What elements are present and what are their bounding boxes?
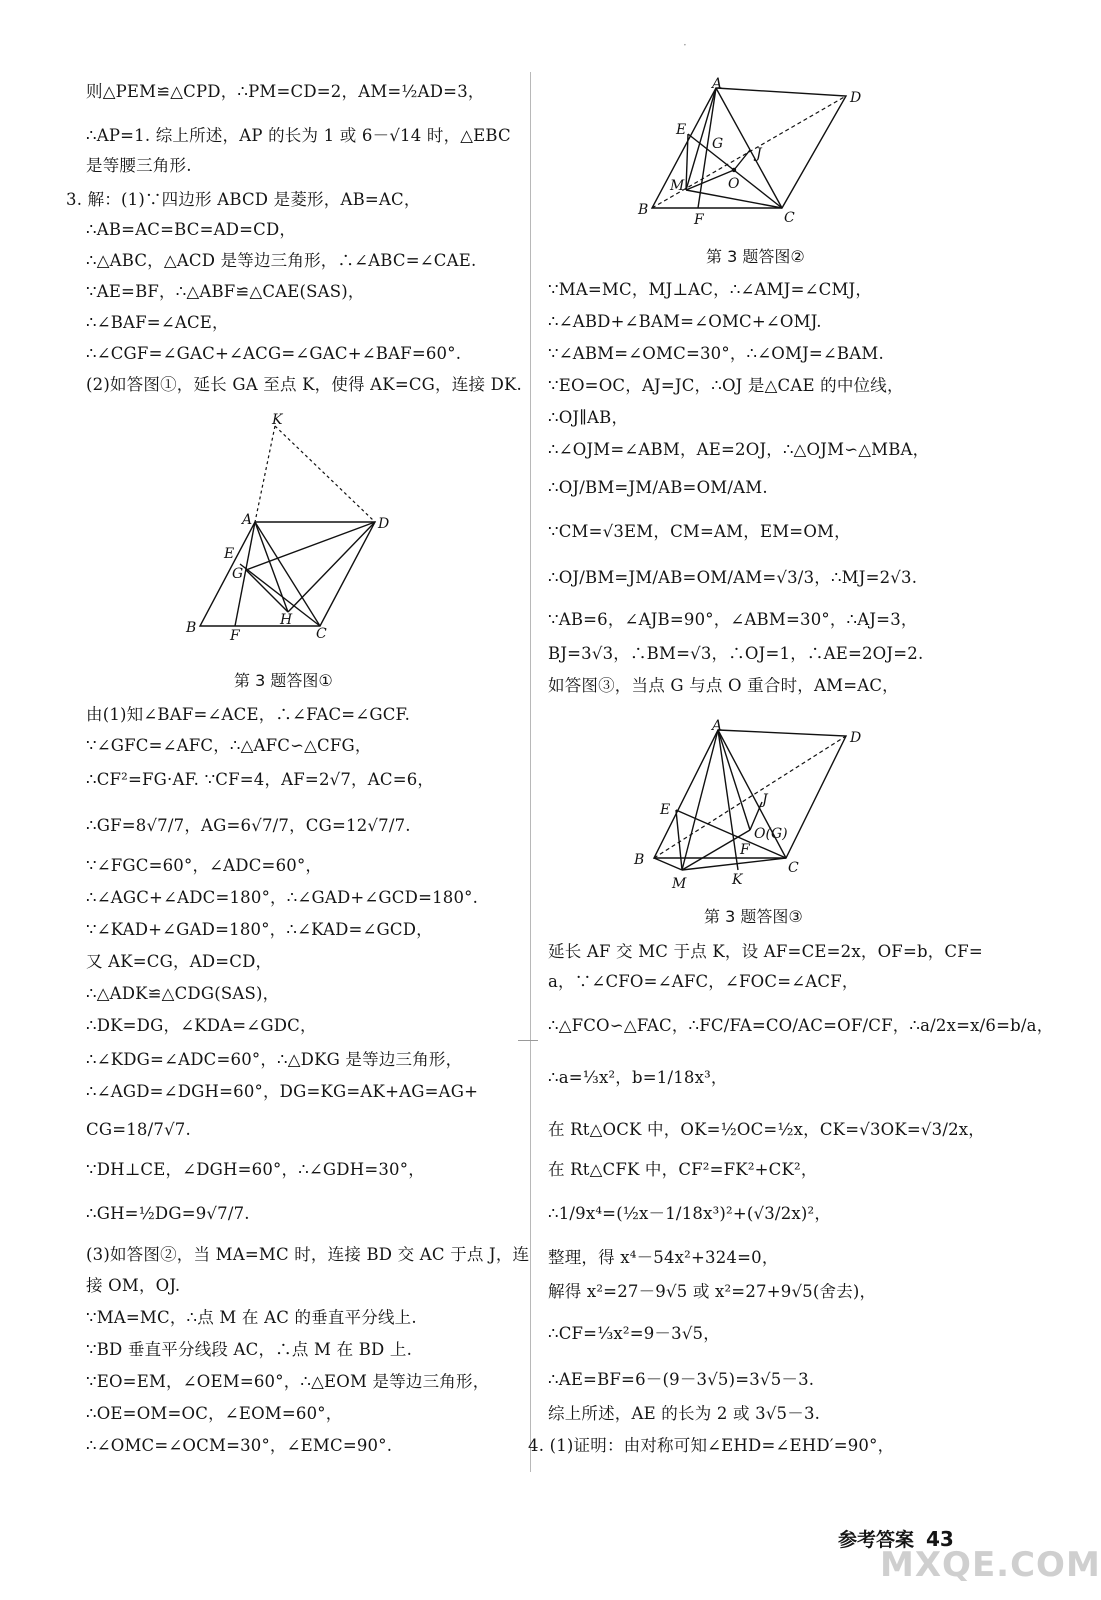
text-line: 在 Rt△OCK 中，OK=½OC=½x，CK=√3OK=√3/2x， [548,1120,985,1139]
label-c: C [788,860,799,876]
text-line: ∵∠ABM=∠OMC=30°，∴∠OMJ=∠BAM. [548,344,884,363]
text-line: ∴∠CGF=∠GAC+∠ACG=∠GAC+∠BAF=60°. [86,344,462,363]
text-line: ∵MA=MC，∴点 M 在 AC 的垂直平分线上. [86,1308,417,1327]
label-o-g: O(G) [754,826,788,842]
footer-label: 参考答案 [838,1529,915,1551]
text-line: 则△PEM≌△CPD，∴PM=CD=2，AM=½AD=3， [86,82,485,101]
text-line: ∴DK=DG，∠KDA=∠GDC， [86,1016,317,1035]
label-d: D [378,516,390,532]
text-line: ∴a=⅓x²，b=1/18x³， [548,1068,728,1087]
label-b: B [638,202,649,218]
text-line: a，∵∠CFO=∠AFC，∠FOC=∠ACF， [548,972,859,991]
text-line: 解得 x²=27－9√5 或 x²=27+9√5(舍去)， [548,1282,877,1301]
text-line: ∵∠FGC=60°，∠ADC=60°， [86,856,323,875]
label-e: E [224,546,235,562]
text-line: ∴CF=⅓x²=9－3√5， [548,1324,720,1343]
label-f: F [230,628,240,644]
text-line: ∴∠KDG=∠ADC=60°，∴△DKG 是等边三角形， [86,1050,463,1069]
text-line: 整理，得 x⁴－54x²+324=0， [548,1248,779,1267]
watermark: MXQE.COM [880,1545,1101,1585]
text-line: 延长 AF 交 MC 于点 K，设 AF=CE=2x，OF=b，CF= [548,942,983,961]
label-o: O [728,176,740,192]
top-mark: · [683,38,687,52]
text-line: BJ=3√3，∴BM=√3，∴OJ=1，∴AE=2OJ=2. [548,644,924,663]
label-b: B [186,620,197,636]
text-line: 又 AK=CG，AD=CD， [86,952,273,971]
figure-3-caption: 第 3 题答图③ [704,907,803,926]
text-line: ∵EO=EM，∠OEM=60°，∴△EOM 是等边三角形， [86,1372,490,1391]
label-f: F [694,212,704,228]
text-line: ∵CM=√3EM，CM=AM，EM=OM， [548,522,851,541]
text-line: ∴1/9x⁴=(½x－1/18x³)²+(√3/2x)²， [548,1204,832,1223]
figure-2-caption: 第 3 题答图② [706,247,805,266]
text-line: ∴∠OMC=∠OCM=30°，∠EMC=90°. [86,1436,393,1455]
figure-1-caption: 第 3 题答图① [234,671,333,690]
label-b: B [634,852,645,868]
text-line: (2)如答图①，延长 GA 至点 K，使得 AK=CG，连接 DK. [86,375,522,394]
label-k: K [732,872,743,888]
label-c: C [784,210,795,226]
label-c: C [316,626,327,642]
label-e: E [660,802,671,818]
text-line: ∵BD 垂直平分线段 AC，∴点 M 在 BD 上. [86,1340,413,1359]
text-line: ∴OJ∥AB， [548,408,629,427]
text-line: 3. 解：(1)∵四边形 ABCD 是菱形，AB=AC， [66,190,421,209]
text-line: ∵EO=OC，AJ=JC，∴OJ 是△CAE 的中位线， [548,376,904,395]
label-g: G [712,136,724,152]
label-d: D [850,730,862,746]
rhombus-abcd [654,730,846,858]
label-f: F [740,842,750,858]
label-g: G [232,566,244,582]
text-line: CG=18/7√7. [86,1120,191,1139]
figure-3 [628,718,880,894]
text-line: ∵∠KAD+∠GAD=180°，∴∠KAD=∠GCD， [86,920,433,939]
figure-1 [180,412,410,644]
figure-2 [630,78,880,238]
label-j: J [762,792,768,808]
text-line: ∴AB=AC=BC=AD=CD， [86,220,297,239]
text-line: ∵AB=6，∠AJB=90°，∠ABM=30°，∴AJ=3， [548,610,918,629]
text-line: 在 Rt△CFK 中，CF²=FK²+CK²， [548,1160,818,1179]
text-line: 综上所述，AE 的长为 2 或 3√5－3. [548,1404,821,1423]
label-k: K [272,412,283,428]
label-a: A [712,76,723,92]
label-m: M [672,876,687,892]
text-line: ∴∠AGC+∠ADC=180°，∴∠GAD+∠GCD=180°. [86,888,479,907]
text-line: 是等腰三角形. [86,156,192,175]
text-line: ∴OJ/BM=JM/AB=OM/AM. [548,478,768,497]
text-line: ∴△ADK≌△CDG(SAS)， [86,984,280,1003]
text-line: 由(1)知∠BAF=∠ACE，∴∠FAC=∠GCF. [86,705,411,724]
label-a: A [242,512,253,528]
column-divider [530,72,531,1472]
text-line: ∴AE=BF=6－(9－3√5)=3√5－3. [548,1370,815,1389]
text-line: 4. (1)证明：由对称可知∠EHD=∠EHD′=90°， [528,1436,895,1455]
text-line: ∴△FCO∽△FAC，∴FC/FA=CO/AC=OF/CF，∴a/2x=x/6=b/a， [548,1016,1054,1035]
text-line: ∴∠ABD+∠BAM=∠OMC+∠OMJ. [548,312,822,331]
text-line: ∴GF=8√7/7，AG=6√7/7，CG=12√7/7. [86,816,411,835]
text-line: ∵MA=MC，MJ⊥AC，∴∠AMJ=∠CMJ， [548,280,873,299]
text-line: ∴OE=OM=OC，∠EOM=60°， [86,1404,343,1423]
label-h: H [280,612,293,628]
text-line: ∴△ABC，△ACD 是等边三角形，∴∠ABC=∠CAE. [86,251,477,270]
text-line: ∴CF²=FG·AF. ∵CF=4，AF=2√7，AC=6， [86,770,435,789]
page-number: 43 [926,1527,954,1551]
text-line: ∴OJ/BM=JM/AB=OM/AM=√3/3，∴MJ=2√3. [548,568,918,587]
text-line: (3)如答图②，当 MA=MC 时，连接 BD 交 AC 于点 J，连 [86,1245,530,1264]
label-d: D [850,90,862,106]
label-a: A [712,718,723,734]
fold-line [518,1040,538,1041]
text-line: ∴GH=½DG=9√7/7. [86,1204,250,1223]
label-m: M [670,178,685,194]
text-line: 如答图③，当点 G 与点 O 重合时，AM=AC， [548,676,899,695]
label-j: J [756,146,762,162]
text-line: ∵DH⊥CE，∠DGH=60°，∴∠GDH=30°， [86,1160,425,1179]
text-line: ∴∠AGD=∠DGH=60°，DG=KG=AK+AG=AG+ [86,1082,479,1101]
text-line: 接 OM，OJ. [86,1276,181,1295]
text-line: ∵AE=BF，∴△ABF≌△CAE(SAS)， [86,282,365,301]
text-line: ∴∠BAF=∠ACE， [86,313,229,332]
label-e: E [676,122,687,138]
text-line: ∴∠OJM=∠ABM，AE=2OJ，∴△OJM∽△MBA， [548,440,930,459]
text-line: ∵∠GFC=∠AFC，∴△AFC∽△CFG， [86,736,372,755]
text-line: ∴AP=1. 综上所述，AP 的长为 1 或 6－√14 时，△EBC [86,126,511,145]
